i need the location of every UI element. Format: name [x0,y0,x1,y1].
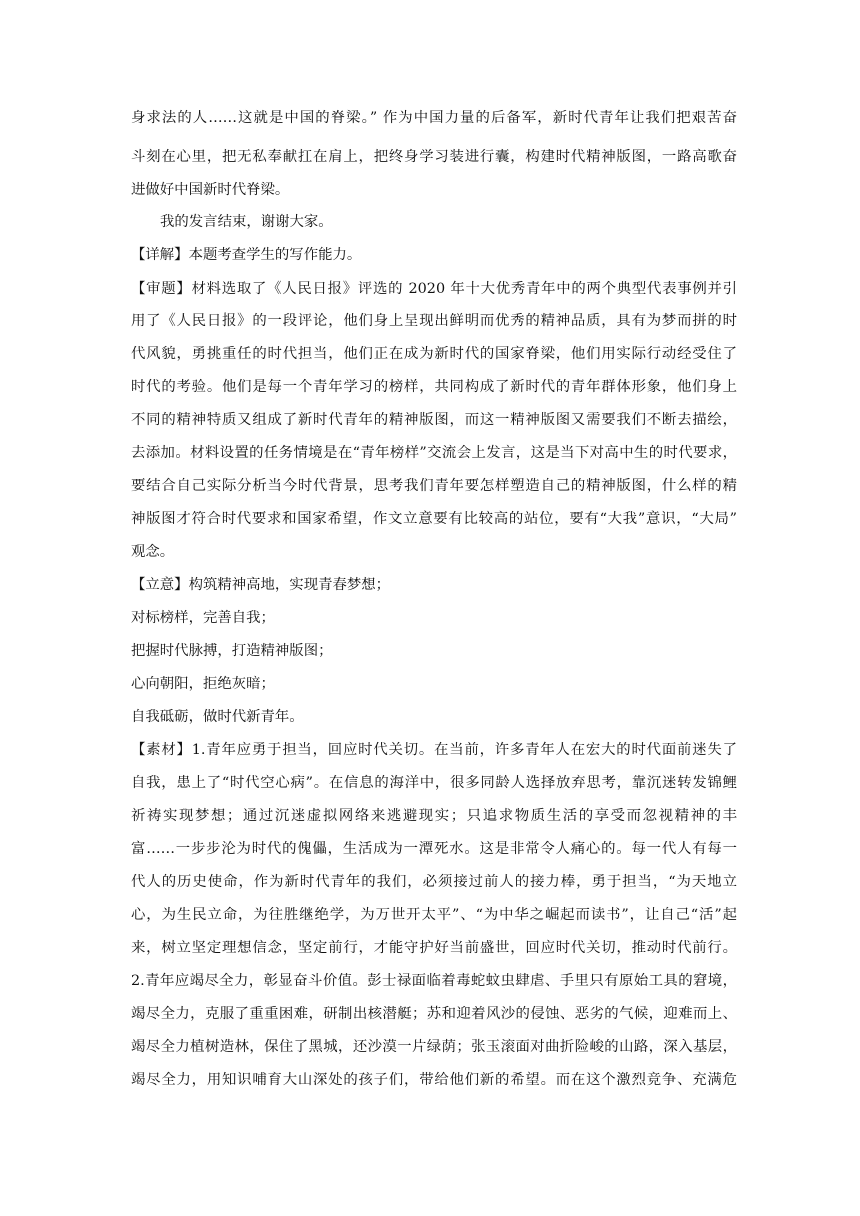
text-line: 把握时代脉搏，打造精神版图； [131,643,333,659]
text-line: 不同的精神特质又组成了新时代青年的精神版图，而这一精神版图又需要我们不断去描绘， [131,412,737,428]
text-line: 自我砥砺，做时代新青年。 [131,709,304,725]
text-line: 【素材】1.青年应勇于担当，回应时代关切。在当前，许多青年人在宏大的时代面前迷失了 [131,742,737,758]
text-line: 对标榜样，完善自我； [131,610,275,626]
text-line: 富……一步步沦为时代的傀儡，生活成为一潭死水。这是非常令人痛心的。每一代人有每一 [131,841,737,857]
text-line: 2.青年应竭尽全力，彰显奋斗价值。彭士禄面临着毒蛇蚊虫肆虐、手里只有原始工具的窘境， [131,973,737,989]
text-line: 代风貌，勇挑重任的时代担当，他们正在成为新时代的国家脊梁，他们用实际行动经受住了 [131,346,737,362]
text-line: 【详解】本题考查学生的写作能力。 [131,247,362,263]
text-line: 祈祷实现梦想；通过沉迷虚拟网络来逃避现实；只追求物质生活的享受而忽视精神的丰 [131,808,737,824]
text-line: 竭尽全力，用知识哺育大山深处的孩子们，带给他们新的希望。而在这个激烈竞争、充满危 [131,1072,737,1088]
text-line: 心，为生民立命，为往胜继绝学，为万世开太平”、“为中华之崛起而读书”，让自己“活”起 [131,907,737,923]
text-line: 竭尽全力，克服了重重困难，研制出核潜艇；苏和迎着风沙的侵蚀、恶劣的气候，迎难而上、 [131,1006,737,1022]
text-line: 时代的考验。他们是每一个青年学习的榜样，共同构成了新时代的青年群体形象，他们身上 [131,379,737,395]
text-line: 【审题】材料选取了《人民日报》评选的 2020 年十大优秀青年中的两个典型代表事例并引 [131,281,737,297]
text-line: 神版图才符合时代要求和国家希望，作文立意要有比较高的站位，要有“大我”意识，“大局” [131,511,737,527]
text-line: 观念。 [131,544,175,560]
text-line: 代人的历史使命，作为新时代青年的我们，必须接过前人的接力棒，勇于担当，“为天地立 [131,874,737,890]
text-line: 【立意】构筑精神高地，实现青春梦想； [131,577,391,593]
text-line: 斗刻在心里，把无私奉献扛在肩上，把终身学习装进行囊，构建时代精神版图，一路高歌奋 [131,149,737,165]
text-line: 要结合自己实际分析当今时代背景，思考我们青年要怎样塑造自己的精神版图，什么样的精 [131,478,737,494]
text-line: 去添加。材料设置的任务情境是在“青年榜样”交流会上发言，这是当下对高中生的时代要求， [131,445,737,461]
text-line: 进做好中国新时代脊梁。 [131,182,290,198]
text-line: 我的发言结束，谢谢大家。 [160,214,333,230]
text-line: 心向朝阳，拒绝灰暗； [131,676,275,692]
text-line: 竭尽全力植树造林，保住了黑城，还沙漠一片绿荫；张玉滚面对曲折险峻的山路，深入基层， [131,1039,737,1055]
text-line: 自我，患上了“时代空心病”。在信息的海洋中，很多同龄人选择放弃思考，靠沉迷转发锦鲤 [131,775,737,791]
text-line: 用了《人民日报》的一段评论，他们身上呈现出鲜明而优秀的精神品质，具有为梦而拼的时 [131,313,737,329]
text-line: 来，树立坚定理想信念，坚定前行，才能守护好当前盛世，回应时代关切，推动时代前行。 [131,940,737,956]
text-line: 身求法的人……这就是中国的脊梁。” 作为中国力量的后备军，新时代青年让我们把艰苦奋 [131,110,737,126]
